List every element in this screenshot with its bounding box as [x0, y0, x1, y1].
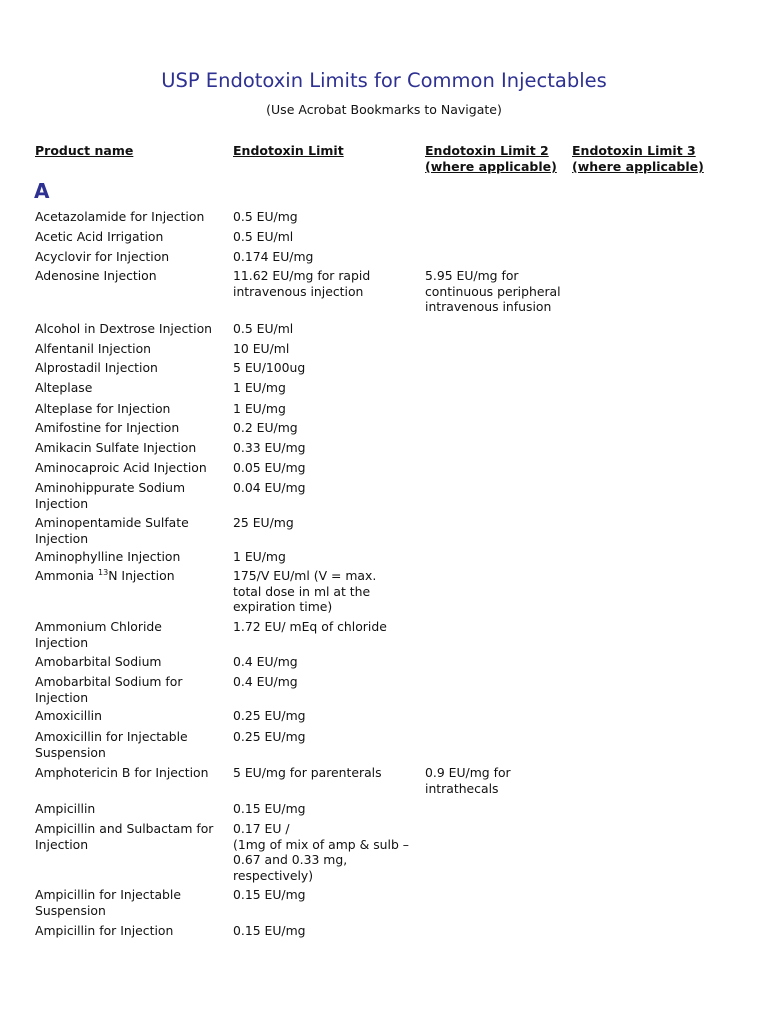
endotoxin-limit: 0.5 EU/ml	[233, 229, 294, 244]
header-endotoxin-limit-3: Endotoxin Limit 3 (where applicable)	[572, 143, 704, 174]
endotoxin-limit: 0.04 EU/mg	[233, 480, 306, 495]
endotoxin-limit: 0.4 EU/mg	[233, 654, 298, 669]
product-name: Aminophylline Injection	[35, 549, 181, 564]
header-product-name: Product name	[35, 143, 134, 158]
product-name: Ampicillin for Injectable Suspension	[35, 887, 181, 918]
product-name	[35, 568, 225, 584]
endotoxin-limit: 0.174 EU/mg	[233, 249, 314, 264]
endotoxin-limit: 5 EU/100ug	[233, 360, 306, 375]
product-name: Adenosine Injection	[35, 268, 157, 283]
product-name: Acyclovir for Injection	[35, 249, 170, 264]
product-name: Aminopentamide Sulfate Injection	[35, 515, 189, 546]
header-endotoxin-limit: Endotoxin Limit	[233, 143, 344, 158]
endotoxin-limit: 0.05 EU/mg	[233, 460, 306, 475]
endotoxin-limit: 0.25 EU/mg	[233, 729, 306, 744]
page-title: USP Endotoxin Limits for Common Injectables	[161, 69, 607, 92]
product-name-prefix: Ammonia	[35, 568, 99, 583]
product-name: Amobarbital Sodium for Injection	[35, 674, 183, 705]
endotoxin-limit-2: 5.95 EU/mg for continuous peripheral intravenous infusion	[425, 268, 561, 315]
endotoxin-limit: 0.4 EU/mg	[233, 674, 298, 689]
product-name: Ampicillin	[35, 801, 96, 816]
isotope-superscript: 13	[98, 567, 109, 577]
endotoxin-limit: 0.25 EU/mg	[233, 708, 306, 723]
header-endotoxin-limit-2: Endotoxin Limit 2 (where applicable)	[425, 143, 557, 174]
product-name: Ampicillin and Sulbactam for Injection	[35, 821, 214, 852]
endotoxin-limit: 1 EU/mg	[233, 401, 286, 416]
endotoxin-limit: 0.2 EU/mg	[233, 420, 298, 435]
endotoxin-limit: 0.15 EU/mg	[233, 923, 306, 938]
product-name: Alprostadil Injection	[35, 360, 158, 375]
product-name: Ampicillin for Injection	[35, 923, 174, 938]
product-name: Ammonium Chloride Injection	[35, 619, 162, 650]
endotoxin-limit: 0.33 EU/mg	[233, 440, 306, 455]
product-name: Aminocaproic Acid Injection	[35, 460, 207, 475]
product-name: Alteplase	[35, 380, 93, 395]
endotoxin-limit: 175/V EU/ml (V = max. total dose in ml at the expiration time)	[233, 568, 377, 615]
product-name: Amoxicillin for Injectable Suspension	[35, 729, 188, 760]
endotoxin-limit: 1 EU/mg	[233, 380, 286, 395]
endotoxin-limit: 1.72 EU/ mEq of chloride	[233, 619, 387, 634]
endotoxin-limit: 0.17 EU / (1mg of mix of amp & sulb – 0.67 and 0.33 mg, respectively)	[233, 821, 409, 883]
endotoxin-limit: 1 EU/mg	[233, 549, 286, 564]
product-name: Aminohippurate Sodium Injection	[35, 480, 186, 511]
product-name-suffix: N Injection	[108, 568, 175, 583]
product-name: Amoxicillin	[35, 708, 102, 723]
product-name: Acetic Acid Irrigation	[35, 229, 164, 244]
product-name: Amikacin Sulfate Injection	[35, 440, 197, 455]
product-name: Acetazolamide for Injection	[35, 209, 205, 224]
endotoxin-limit: 0.15 EU/mg	[233, 887, 306, 902]
product-name: Amifostine for Injection	[35, 420, 180, 435]
endotoxin-limit-2: 0.9 EU/mg for intrathecals	[425, 765, 511, 796]
product-name: Amphotericin B for Injection	[35, 765, 209, 780]
endotoxin-limit: 0.15 EU/mg	[233, 801, 306, 816]
endotoxin-limit: 25 EU/mg	[233, 515, 294, 530]
endotoxin-limit: 10 EU/ml	[233, 341, 290, 356]
product-name: Alcohol in Dextrose Injection	[35, 321, 213, 336]
page-subtitle: (Use Acrobat Bookmarks to Navigate)	[266, 102, 502, 117]
endotoxin-limit: 5 EU/mg for parenterals	[233, 765, 382, 780]
product-name: Alfentanil Injection	[35, 341, 152, 356]
endotoxin-limit: 0.5 EU/mg	[233, 209, 298, 224]
endotoxin-limit: 11.62 EU/mg for rapid intravenous injection	[233, 268, 371, 299]
section-letter: A	[34, 179, 50, 203]
endotoxin-limit: 0.5 EU/ml	[233, 321, 294, 336]
product-name: Alteplase for Injection	[35, 401, 171, 416]
product-name: Amobarbital Sodium	[35, 654, 162, 669]
